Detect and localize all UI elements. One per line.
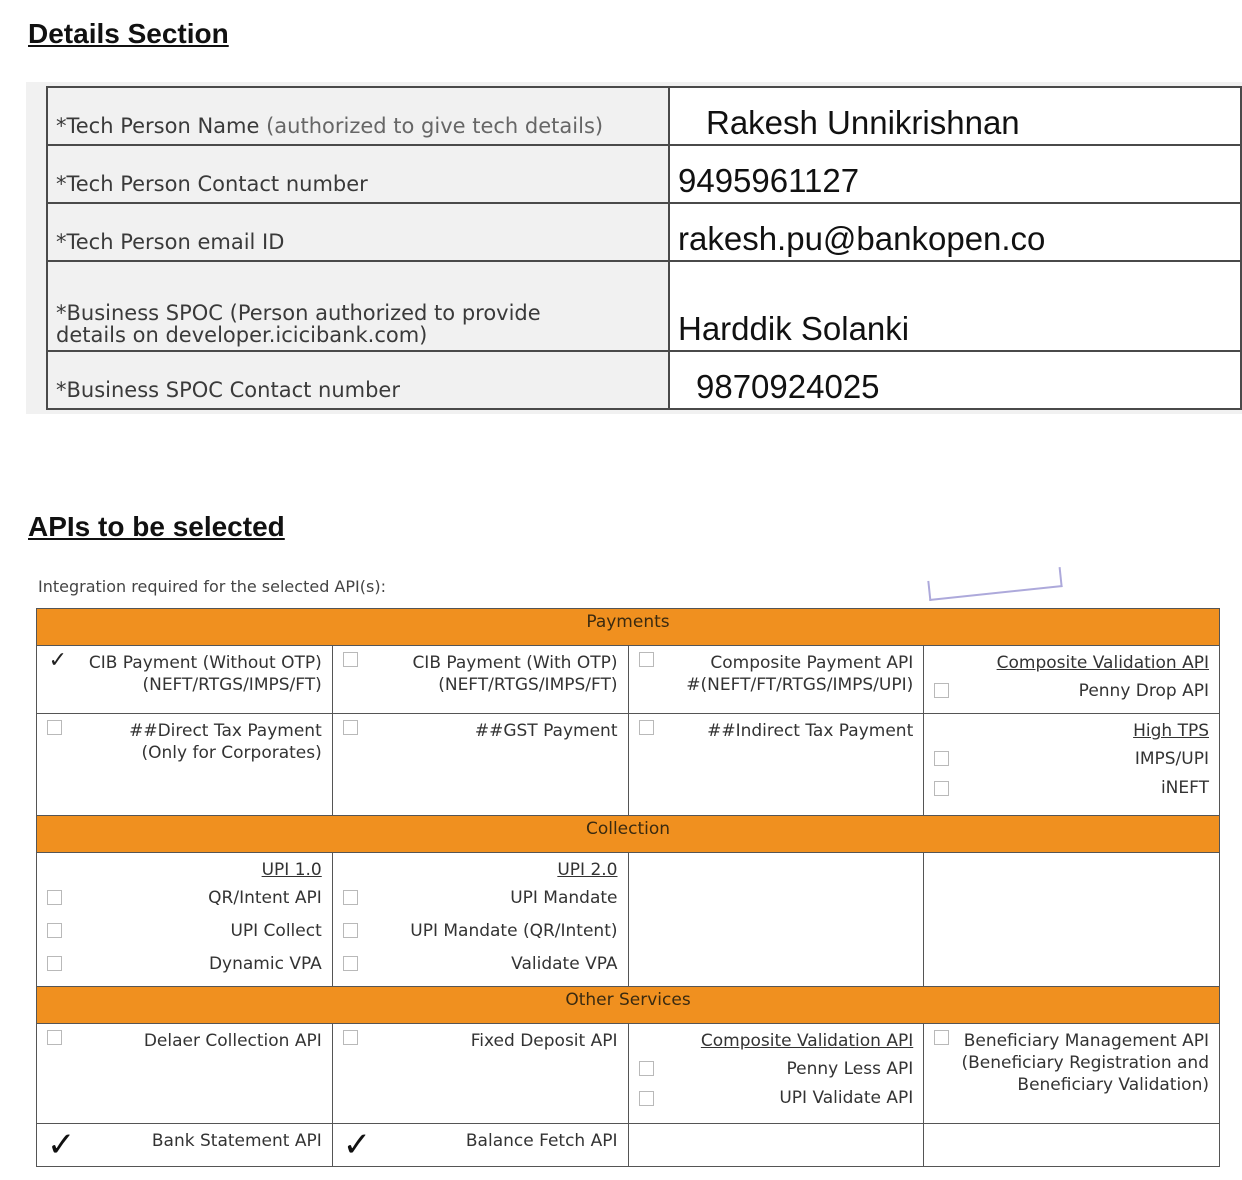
- upi-mandate-qr-row: [343, 914, 618, 947]
- details-row-spoc-name: [47, 261, 1241, 351]
- details-row-tech-name: [47, 87, 1241, 145]
- gst-label: ##GST Payment: [474, 721, 618, 741]
- label-line-2: details on developer.icicibank.com): [56, 323, 428, 347]
- dynamic-vpa-checkbox[interactable]: [47, 956, 62, 971]
- upi-collect-label: UPI Collect: [230, 920, 322, 941]
- api-selection-form: [30, 574, 1222, 1165]
- bank-statement-checkmark-icon[interactable]: ✓: [47, 1125, 76, 1165]
- dealer-collection-label: Delaer Collection API: [143, 1031, 322, 1051]
- payments-section-title: Payments: [37, 609, 1220, 646]
- penny-less-checkbox[interactable]: [639, 1061, 654, 1076]
- details-value: rakesh.pu@bankopen.co: [669, 203, 1241, 261]
- bank-statement-cell: [37, 1124, 333, 1167]
- collection-empty-cell: [924, 853, 1220, 987]
- details-value: Harddik Solanki: [669, 261, 1241, 351]
- qr-intent-row: [47, 881, 322, 914]
- other-services-row-2: [37, 1124, 1220, 1167]
- collection-empty-cell: [628, 853, 924, 987]
- details-label: [47, 87, 669, 145]
- indirect-tax-label: ##Indirect Tax Payment: [707, 721, 914, 741]
- details-row-spoc-contact: [47, 351, 1241, 409]
- details-label: *Tech Person email ID: [47, 203, 669, 261]
- ineft-label: iNEFT: [1160, 778, 1209, 798]
- imps-upi-row: [934, 742, 1209, 775]
- dynamic-vpa-row: [47, 947, 322, 980]
- details-label: *Business SPOC Contact number: [47, 351, 669, 409]
- apis-section-heading: APIs to be selected: [28, 511, 285, 542]
- payments-row-1: [37, 646, 1220, 714]
- collection-section-title: Collection: [37, 816, 1220, 853]
- ineft-row: [934, 775, 1209, 801]
- qr-intent-label: QR/Intent API: [208, 887, 322, 908]
- upi1-cell: [37, 853, 333, 987]
- upi-validate-row: [639, 1085, 914, 1111]
- details-row-tech-email: [47, 203, 1241, 261]
- payments-row-2: [37, 714, 1220, 816]
- dealer-collection-checkbox[interactable]: [47, 1030, 62, 1045]
- details-table: [46, 86, 1242, 410]
- label-note: (authorized to give tech details): [266, 114, 604, 138]
- details-scan: [26, 82, 1242, 414]
- validate-vpa-row: [343, 947, 618, 980]
- penny-less-label: Penny Less API: [786, 1058, 914, 1079]
- details-value: Rakesh Unnikrishnan: [669, 87, 1241, 145]
- direct-tax-sub: (Only for Corporates): [141, 743, 322, 763]
- upi-mandate-label: UPI Mandate: [510, 887, 618, 908]
- upi-collect-checkbox[interactable]: [47, 923, 62, 938]
- details-label: *Tech Person Contact number: [47, 145, 669, 203]
- penny-less-row: [639, 1052, 914, 1085]
- other-services-section-title: Other Services: [37, 987, 1220, 1024]
- beneficiary-label: Beneficiary Management API: [963, 1031, 1209, 1051]
- api-table: [36, 608, 1220, 1167]
- other-composite-validation-cell: [628, 1024, 924, 1124]
- beneficiary-sub-2: Beneficiary Validation): [1017, 1075, 1209, 1095]
- cib-with-otp-sub: (NEFT/RTGS/IMPS/FT): [438, 675, 618, 695]
- cib-with-otp-label: CIB Payment (With OTP): [412, 653, 618, 673]
- details-row-tech-contact: [47, 145, 1241, 203]
- checkmark-icon[interactable]: ✓: [48, 648, 67, 673]
- upi-mandate-qr-checkbox[interactable]: [343, 923, 358, 938]
- other-composite-validation-title: Composite Validation API: [700, 1031, 914, 1051]
- dealer-collection-cell: [37, 1024, 333, 1124]
- composite-validation-cell: [924, 646, 1220, 714]
- composite-payment-cell: [628, 646, 924, 714]
- penny-drop-checkbox[interactable]: [934, 683, 949, 698]
- bank-statement-label: Bank Statement API: [151, 1131, 322, 1151]
- integration-intro: Integration required for the selected API(s):: [38, 577, 386, 596]
- balance-fetch-label: Balance Fetch API: [465, 1131, 618, 1151]
- details-value: 9870924025: [669, 351, 1241, 409]
- validate-vpa-label: Validate VPA: [511, 953, 618, 974]
- composite-payment-checkbox[interactable]: [639, 652, 654, 667]
- direct-tax-cell: [37, 714, 333, 816]
- label-line-1: *Business SPOC (Person authorized to provide: [56, 301, 541, 325]
- fixed-deposit-checkbox[interactable]: [343, 1030, 358, 1045]
- cib-without-otp-sub: (NEFT/RTGS/IMPS/FT): [142, 675, 322, 695]
- cib-without-otp-label: CIB Payment (Without OTP): [88, 653, 322, 673]
- balance-fetch-cell: [332, 1124, 628, 1167]
- direct-tax-checkbox[interactable]: [47, 720, 62, 735]
- cib-with-otp-checkbox[interactable]: [343, 652, 358, 667]
- upi-mandate-row: [343, 881, 618, 914]
- composite-payment-sub: #(NEFT/FT/RTGS/IMPS/UPI): [686, 675, 914, 695]
- upi-mandate-checkbox[interactable]: [343, 890, 358, 905]
- upi-validate-checkbox[interactable]: [639, 1091, 654, 1106]
- indirect-tax-checkbox[interactable]: [639, 720, 654, 735]
- penny-drop-row: [934, 674, 1209, 707]
- upi-validate-label: UPI Validate API: [779, 1088, 914, 1108]
- upi1-title: UPI 1.0: [261, 860, 322, 880]
- details-value: 9495961127: [669, 145, 1241, 203]
- dynamic-vpa-label: Dynamic VPA: [208, 953, 322, 974]
- validate-vpa-checkbox[interactable]: [343, 956, 358, 971]
- imps-upi-checkbox[interactable]: [934, 751, 949, 766]
- upi2-title: UPI 2.0: [557, 860, 618, 880]
- fixed-deposit-label: Fixed Deposit API: [470, 1031, 618, 1051]
- composite-payment-label: Composite Payment API: [710, 653, 914, 673]
- other-empty-cell: [628, 1124, 924, 1167]
- high-tps-cell: [924, 714, 1220, 816]
- details-label: [47, 261, 669, 351]
- ineft-checkbox[interactable]: [934, 781, 949, 796]
- gst-cell: [332, 714, 628, 816]
- indirect-tax-cell: [628, 714, 924, 816]
- collection-row: [37, 853, 1220, 987]
- high-tps-title: High TPS: [1133, 721, 1209, 741]
- imps-upi-label: IMPS/UPI: [1134, 748, 1209, 769]
- details-section-heading: Details Section: [28, 18, 229, 49]
- composite-validation-title: Composite Validation API: [996, 653, 1209, 673]
- payments-header-row: [37, 609, 1220, 646]
- upi-mandate-qr-label: UPI Mandate (QR/Intent): [410, 920, 618, 941]
- cib-with-otp-cell: [332, 646, 628, 714]
- gst-checkbox[interactable]: [343, 720, 358, 735]
- label-text: *Tech Person Name: [56, 114, 260, 138]
- collection-header-row: [37, 816, 1220, 853]
- penny-drop-label: Penny Drop API: [1078, 680, 1209, 701]
- beneficiary-sub-1: (Beneficiary Registration and: [961, 1053, 1209, 1073]
- other-services-row-1: [37, 1024, 1220, 1124]
- upi-collect-row: [47, 914, 322, 947]
- stamp-mark: [927, 567, 1062, 601]
- upi2-cell: [332, 853, 628, 987]
- fixed-deposit-cell: [332, 1024, 628, 1124]
- balance-fetch-checkmark-icon[interactable]: ✓: [342, 1125, 372, 1165]
- direct-tax-label: ##Direct Tax Payment: [129, 721, 322, 741]
- beneficiary-checkbox[interactable]: [934, 1030, 949, 1045]
- other-empty-cell: [924, 1124, 1220, 1167]
- qr-intent-checkbox[interactable]: [47, 890, 62, 905]
- other-services-header-row: [37, 987, 1220, 1024]
- beneficiary-cell: [924, 1024, 1220, 1124]
- cib-without-otp-cell: [37, 646, 333, 714]
